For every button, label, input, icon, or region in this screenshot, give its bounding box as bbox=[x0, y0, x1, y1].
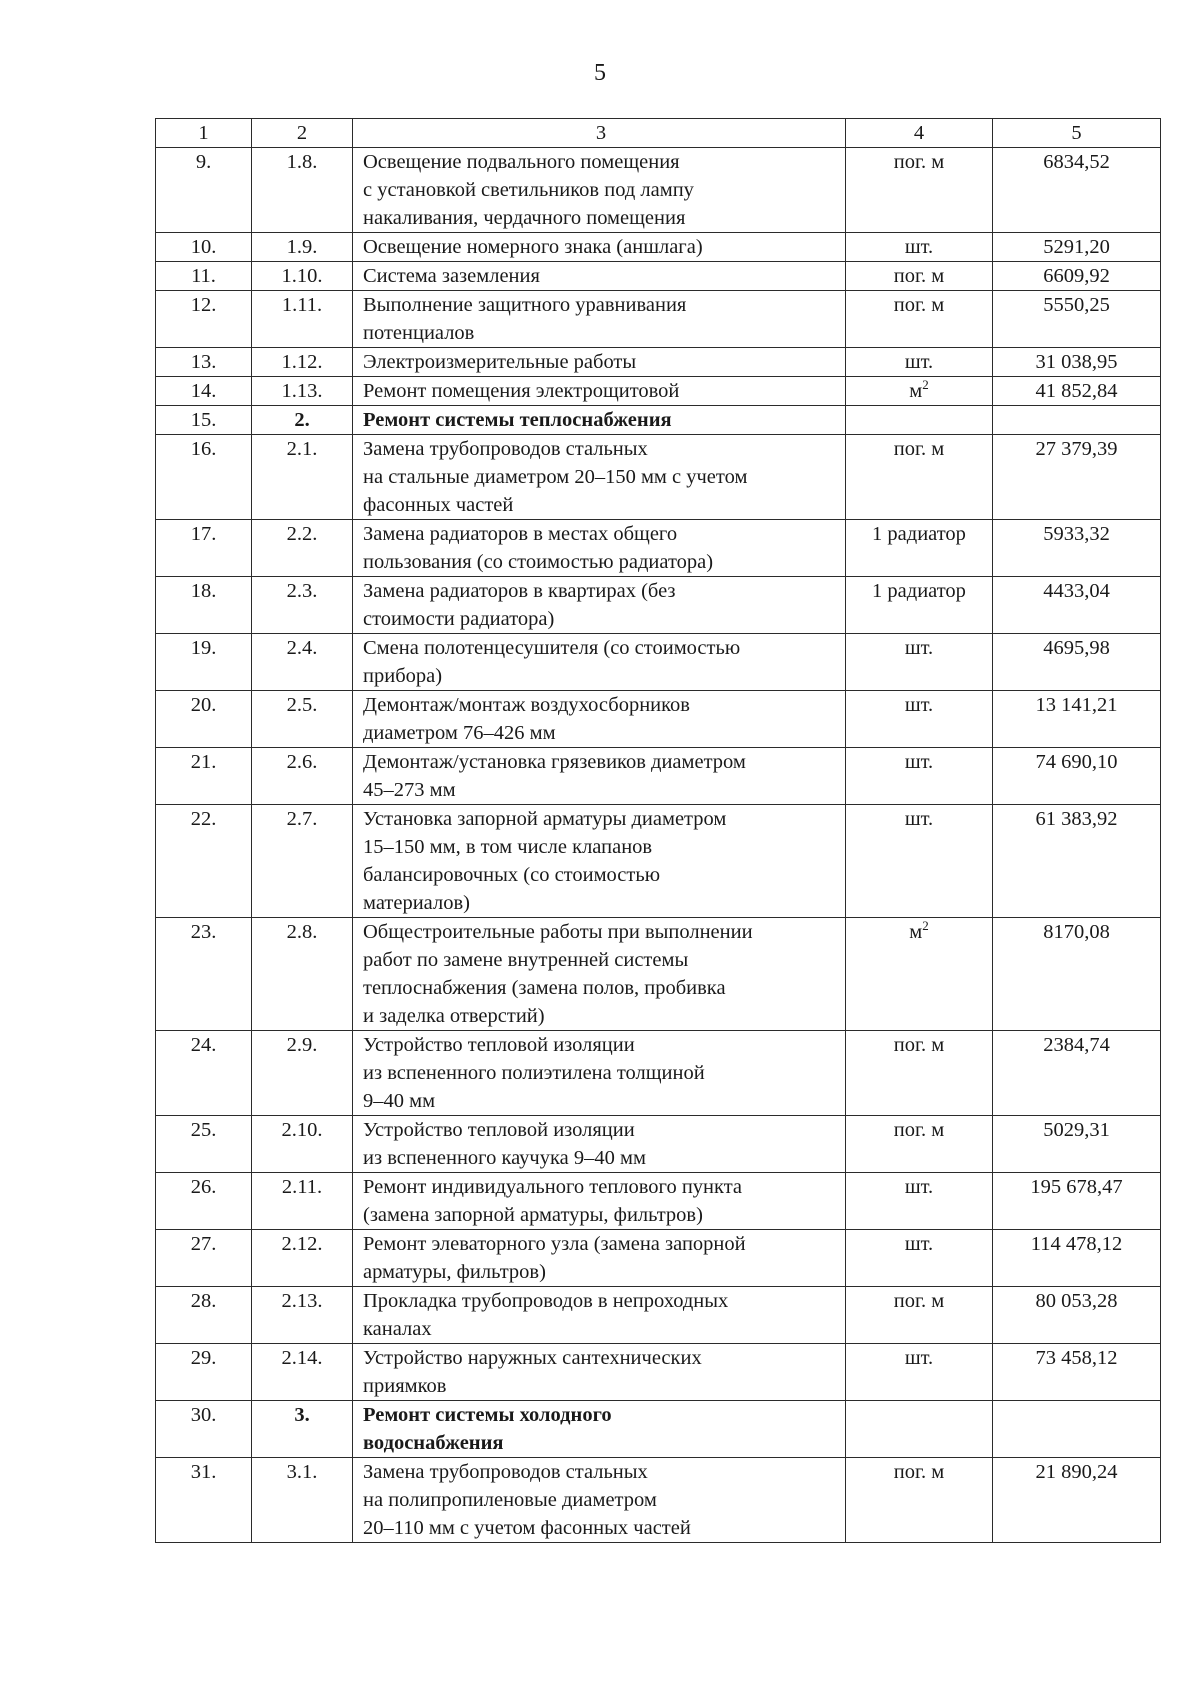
price-value: 31 038,95 bbox=[993, 348, 1161, 377]
unit-text: пог. м bbox=[893, 1290, 945, 1312]
work-code: 2.6. bbox=[252, 748, 353, 805]
table-row bbox=[156, 435, 1161, 520]
unit-text: пог. м bbox=[893, 438, 945, 460]
unit-superscript: 2 bbox=[922, 377, 929, 392]
price-value: 80 053,28 bbox=[993, 1287, 1161, 1344]
table-row bbox=[156, 634, 1161, 691]
unit-cell bbox=[846, 577, 993, 634]
row-number: 24. bbox=[156, 1031, 252, 1116]
unit-cell bbox=[846, 1116, 993, 1173]
price-value: 5550,25 bbox=[993, 291, 1161, 348]
unit-text: пог. м bbox=[893, 1034, 945, 1056]
section-row bbox=[156, 406, 1161, 435]
unit-cell bbox=[846, 1344, 993, 1401]
work-name: Электроизмерительные работы bbox=[353, 348, 846, 377]
page-number: 5 bbox=[594, 60, 606, 86]
unit-cell bbox=[846, 1173, 993, 1230]
row-number: 23. bbox=[156, 918, 252, 1031]
price-value: 13 141,21 bbox=[993, 691, 1161, 748]
work-code: 2.3. bbox=[252, 577, 353, 634]
row-number: 9. bbox=[156, 148, 252, 233]
row-number: 29. bbox=[156, 1344, 252, 1401]
price-value: 5029,31 bbox=[993, 1116, 1161, 1173]
unit-text: шт. bbox=[904, 694, 934, 716]
price-value: 4433,04 bbox=[993, 577, 1161, 634]
table-row bbox=[156, 1458, 1161, 1543]
row-number: 16. bbox=[156, 435, 252, 520]
table-row bbox=[156, 1344, 1161, 1401]
unit-cell bbox=[846, 435, 993, 520]
unit-cell bbox=[846, 148, 993, 233]
row-number: 10. bbox=[156, 233, 252, 262]
price-value: 114 478,12 bbox=[993, 1230, 1161, 1287]
table-row bbox=[156, 520, 1161, 577]
price-value: 41 852,84 bbox=[993, 377, 1161, 406]
row-number: 28. bbox=[156, 1287, 252, 1344]
unit-text: шт. bbox=[904, 351, 934, 373]
row-number: 12. bbox=[156, 291, 252, 348]
work-name: Система заземления bbox=[353, 262, 846, 291]
unit-text: пог. м bbox=[893, 1461, 945, 1483]
header-col-5: 5 bbox=[993, 119, 1161, 148]
work-name: Ремонт системы холодного водоснабжения bbox=[353, 1401, 846, 1458]
unit-cell bbox=[846, 918, 993, 1031]
table-row bbox=[156, 1031, 1161, 1116]
row-number: 25. bbox=[156, 1116, 252, 1173]
work-name: Устройство тепловой изоляции из вспененного полиэтилена толщиной 9–40 мм bbox=[353, 1031, 846, 1116]
table-row bbox=[156, 1116, 1161, 1173]
table-row bbox=[156, 691, 1161, 748]
unit-text: пог. м bbox=[893, 294, 945, 316]
unit-text: шт. bbox=[904, 1233, 934, 1255]
work-code: 2.5. bbox=[252, 691, 353, 748]
price-value: 4695,98 bbox=[993, 634, 1161, 691]
row-number: 19. bbox=[156, 634, 252, 691]
unit-cell bbox=[846, 262, 993, 291]
unit-cell bbox=[846, 1401, 993, 1458]
price-value: 21 890,24 bbox=[993, 1458, 1161, 1543]
row-number: 21. bbox=[156, 748, 252, 805]
row-number: 31. bbox=[156, 1458, 252, 1543]
work-name: Установка запорной арматуры диаметром 15–150 мм, в том числе клапанов балансировочных (со стоимостью материалов) bbox=[353, 805, 846, 918]
work-code: 2.14. bbox=[252, 1344, 353, 1401]
row-number: 26. bbox=[156, 1173, 252, 1230]
unit-text: шт. bbox=[904, 751, 934, 773]
row-number: 22. bbox=[156, 805, 252, 918]
row-number: 15. bbox=[156, 406, 252, 435]
work-name: Ремонт помещения электрощитовой bbox=[353, 377, 846, 406]
work-code: 2.11. bbox=[252, 1173, 353, 1230]
unit-cell bbox=[846, 233, 993, 262]
unit-text: шт. bbox=[904, 637, 934, 659]
unit-cell bbox=[846, 406, 993, 435]
work-code: 2. bbox=[252, 406, 353, 435]
unit-text: шт. bbox=[904, 1347, 934, 1369]
table-row bbox=[156, 262, 1161, 291]
unit-cell bbox=[846, 1031, 993, 1116]
work-name: Замена радиаторов в квартирах (без стоимости радиатора) bbox=[353, 577, 846, 634]
unit-text: пог. м bbox=[893, 1119, 945, 1141]
table-row bbox=[156, 377, 1161, 406]
work-code: 1.12. bbox=[252, 348, 353, 377]
table-row bbox=[156, 1230, 1161, 1287]
row-number: 20. bbox=[156, 691, 252, 748]
header-col-2: 2 bbox=[252, 119, 353, 148]
unit-text: 1 радиатор bbox=[872, 523, 966, 545]
price-value: 8170,08 bbox=[993, 918, 1161, 1031]
work-name: Освещение подвального помещения с установкой светильников под лампу накаливания, чердачного помещения bbox=[353, 148, 846, 233]
unit-text: шт. bbox=[904, 808, 934, 830]
work-name: Замена трубопроводов стальных на стальные диаметром 20–150 мм с учетом фасонных частей bbox=[353, 435, 846, 520]
work-code: 2.9. bbox=[252, 1031, 353, 1116]
work-code: 3. bbox=[252, 1401, 353, 1458]
row-number: 13. bbox=[156, 348, 252, 377]
row-number: 18. bbox=[156, 577, 252, 634]
work-name: Ремонт элеваторного узла (замена запорной арматуры, фильтров) bbox=[353, 1230, 846, 1287]
header-col-3: 3 bbox=[353, 119, 846, 148]
unit-text: 1 радиатор bbox=[872, 580, 966, 602]
table-row bbox=[156, 233, 1161, 262]
row-number: 14. bbox=[156, 377, 252, 406]
work-code: 3.1. bbox=[252, 1458, 353, 1543]
work-name: Ремонт системы теплоснабжения bbox=[353, 406, 846, 435]
work-name: Устройство наружных сантехнических приямков bbox=[353, 1344, 846, 1401]
unit-text: пог. м bbox=[893, 151, 945, 173]
unit-cell bbox=[846, 1230, 993, 1287]
unit-cell bbox=[846, 348, 993, 377]
work-name: Демонтаж/монтаж воздухосборников диаметром 76–426 мм bbox=[353, 691, 846, 748]
table-row bbox=[156, 291, 1161, 348]
work-code: 2.8. bbox=[252, 918, 353, 1031]
table-row bbox=[156, 577, 1161, 634]
work-code: 2.2. bbox=[252, 520, 353, 577]
price-value: 5933,32 bbox=[993, 520, 1161, 577]
price-value: 27 379,39 bbox=[993, 435, 1161, 520]
unit-cell bbox=[846, 691, 993, 748]
work-name: Выполнение защитного уравнивания потенциалов bbox=[353, 291, 846, 348]
unit-text: м bbox=[909, 921, 923, 943]
table-row bbox=[156, 148, 1161, 233]
work-code: 1.11. bbox=[252, 291, 353, 348]
price-value bbox=[993, 406, 1161, 435]
work-code: 1.13. bbox=[252, 377, 353, 406]
price-value: 2384,74 bbox=[993, 1031, 1161, 1116]
work-name: Освещение номерного знака (аншлага) bbox=[353, 233, 846, 262]
price-value: 73 458,12 bbox=[993, 1344, 1161, 1401]
price-value bbox=[993, 1401, 1161, 1458]
unit-text: пог. м bbox=[893, 265, 945, 287]
table-row bbox=[156, 348, 1161, 377]
row-number: 11. bbox=[156, 262, 252, 291]
unit-text: м bbox=[909, 380, 923, 402]
table-row bbox=[156, 918, 1161, 1031]
works-price-table bbox=[155, 118, 1161, 1543]
unit-cell bbox=[846, 634, 993, 691]
table-row bbox=[156, 1173, 1161, 1230]
unit-text: шт. bbox=[904, 236, 934, 258]
unit-cell bbox=[846, 748, 993, 805]
work-code: 2.10. bbox=[252, 1116, 353, 1173]
price-value: 61 383,92 bbox=[993, 805, 1161, 918]
row-number: 30. bbox=[156, 1401, 252, 1458]
work-name: Демонтаж/установка грязевиков диаметром 45–273 мм bbox=[353, 748, 846, 805]
table-body bbox=[156, 119, 1161, 1543]
row-number: 27. bbox=[156, 1230, 252, 1287]
work-code: 2.13. bbox=[252, 1287, 353, 1344]
work-code: 2.12. bbox=[252, 1230, 353, 1287]
unit-cell bbox=[846, 1287, 993, 1344]
header-col-1: 1 bbox=[156, 119, 252, 148]
work-name: Ремонт индивидуального теплового пункта (замена запорной арматуры, фильтров) bbox=[353, 1173, 846, 1230]
work-code: 2.1. bbox=[252, 435, 353, 520]
price-value: 6609,92 bbox=[993, 262, 1161, 291]
table-header-row bbox=[156, 119, 1161, 148]
header-col-4: 4 bbox=[846, 119, 993, 148]
work-name: Устройство тепловой изоляции из вспененного каучука 9–40 мм bbox=[353, 1116, 846, 1173]
unit-cell bbox=[846, 1458, 993, 1543]
price-value: 195 678,47 bbox=[993, 1173, 1161, 1230]
work-code: 1.8. bbox=[252, 148, 353, 233]
work-name: Общестроительные работы при выполнении работ по замене внутренней системы теплоснабжения (замена полов, пробивка и заделка отверстий) bbox=[353, 918, 846, 1031]
table-row bbox=[156, 1287, 1161, 1344]
work-code: 1.10. bbox=[252, 262, 353, 291]
unit-superscript: 2 bbox=[922, 918, 929, 933]
work-name: Смена полотенцесушителя (со стоимостью прибора) bbox=[353, 634, 846, 691]
work-code: 2.7. bbox=[252, 805, 353, 918]
table-row bbox=[156, 748, 1161, 805]
work-code: 1.9. bbox=[252, 233, 353, 262]
unit-cell bbox=[846, 805, 993, 918]
price-value: 74 690,10 bbox=[993, 748, 1161, 805]
unit-cell bbox=[846, 520, 993, 577]
row-number: 17. bbox=[156, 520, 252, 577]
work-name: Замена радиаторов в местах общего пользования (со стоимостью радиатора) bbox=[353, 520, 846, 577]
unit-cell bbox=[846, 291, 993, 348]
unit-cell bbox=[846, 377, 993, 406]
price-value: 5291,20 bbox=[993, 233, 1161, 262]
work-name: Замена трубопроводов стальных на полипропиленовые диаметром 20–110 мм с учетом фасонных частей bbox=[353, 1458, 846, 1543]
section-row bbox=[156, 1401, 1161, 1458]
work-code: 2.4. bbox=[252, 634, 353, 691]
unit-text: шт. bbox=[904, 1176, 934, 1198]
price-value: 6834,52 bbox=[993, 148, 1161, 233]
table-row bbox=[156, 805, 1161, 918]
work-name: Прокладка трубопроводов в непроходных каналах bbox=[353, 1287, 846, 1344]
